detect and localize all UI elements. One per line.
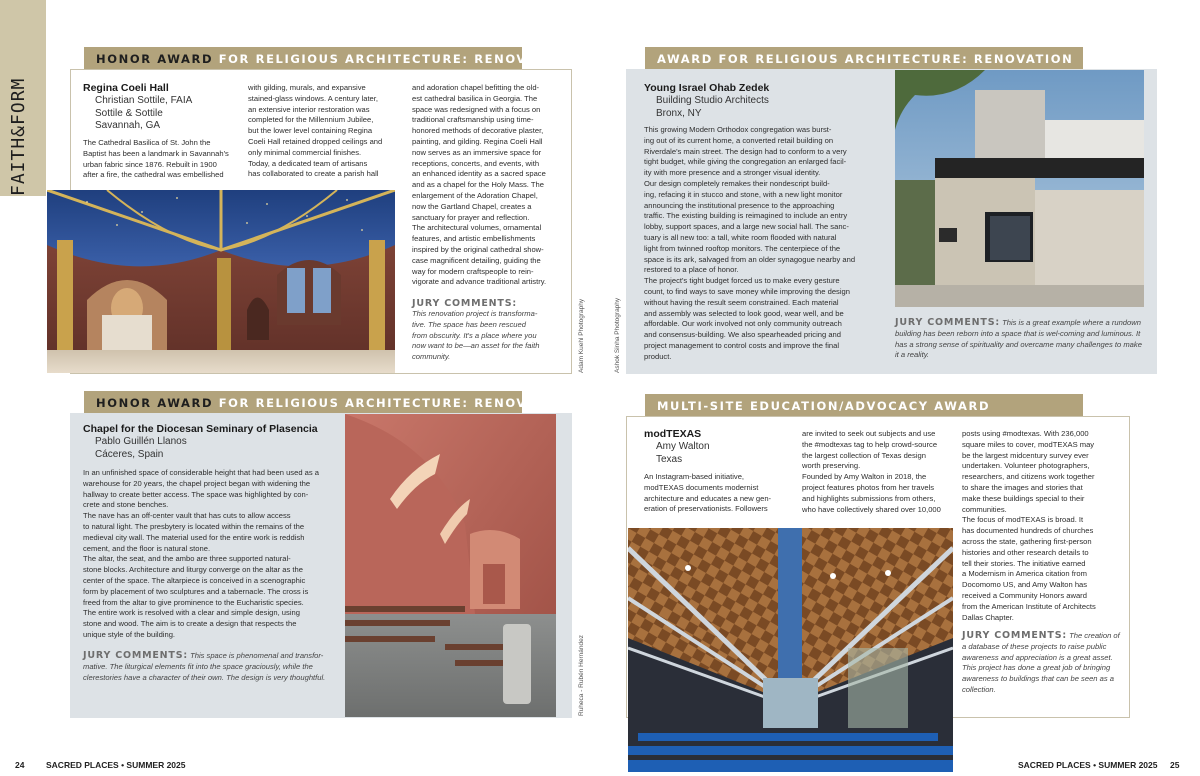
project-architect: Pablo Guillén Llanos [95,436,187,447]
magazine-logo-text: FAITH&FORM [8,77,29,196]
photo-credit-regina-coeli: Adam Kuehl Photography [578,298,585,373]
project-location: Bronx, NY [656,107,702,119]
jury-comments [412,298,570,363]
project-title: Young Israel Ohab Zedek [644,82,770,94]
article-text-col1: The Cathedral Basilica of St. John the Baptist has been a landmark in Savannah's urban fabric since 1876. Rebuilt in 1900 after a fire, the cathedral was embellished [83,138,229,180]
article-text-col3: posts using #modtexas. With 236,000 square miles to cover, modTEXAS may be the largest midcentury survey ever undertaken. Volunteer photographers, researchers, and citizens work together to share the images and stories that make these buildings special to their communities. The focus of modTEXAS is broad. It has documented hundreds of churches across the state, gathering first-person histories and other research details to tell their stories. The initiative earned a Modernism in America citation from Docomomo US, and Amy Walton has received a Community Honors award from the American Institute of Architects Dallas Chapter. [962,429,1096,622]
article-text-col3: and adoration chapel befitting the old- est cathedral basilica in Georgia. The space was redesigned with a focus on traditional craftsmanship using time- honored methods of decorative plaster, painting, and gilding. Regina Coeli Hall now serves as an immersive space for receptions, concerts, and events, with an enhanced identity as a sacred space and as a chapel for the Holy Mass. The enlargement of the Adoration Chapel, now the Gartland Chapel, creates a sanctuary for prayer and reflection. The architectural volumes, ornamental features, and artistic embellishments inspired by the original cathedral show- case magnificent detailing, guiding the way for modern craftspeople to rein- vigorate and advance traditional artistry. [412,83,547,287]
project-title: Regina Coeli Hall [83,82,169,94]
jury-heading: JURY COMMENTS: [412,298,517,309]
article-text-col2: are invited to seek out subjects and use the #modtexas tag to help crowd-source the largest collection of Texas design worth preserving. Founded by Amy Walton in 2018, the project features photos from her travels and highlights submissions from others, who have collectively shared over 10,000 [802,429,941,514]
jury-comments [895,318,1145,361]
jury-heading: JURY COMMENTS: [83,650,188,661]
project-firm: Sottile & Sottile [95,107,163,119]
project-header [83,82,243,133]
project-location: Texas [656,453,683,465]
project-location: Savannah, GA [95,120,161,131]
jury-text: This space is phenomenal and transfor-mative. The liturgical elements fit into the space graciously, while the clerestories have a character of their own. The design is very thoughtful. [83,651,326,682]
award-banner-plasencia: HONOR AWARD FOR RELIGIOUS ARCHITECTURE: RENOVATION [84,391,522,415]
jury-comments [962,631,1122,696]
page-number-left: 24 [15,760,25,770]
project-header [83,423,343,461]
award-banner-young-israel: AWARD FOR RELIGIOUS ARCHITECTURE: RENOVATION [645,47,1083,71]
project-location: Cáceres, Spain [95,448,164,460]
page-number-right: 25 [1170,760,1180,770]
award-banner-modtexas: MULTI-SITE EDUCATION/ADVOCACY AWARD [645,394,1083,418]
photo-plasencia-chapel [345,414,556,717]
jury-text: This renovation project is transforma- tive. The space has been rescued from obscurity. It's a place where you now want to be—an asset for the faith community. [412,309,540,362]
project-header [644,428,794,466]
jury-comments [83,651,341,683]
jury-heading: JURY COMMENTS: [895,317,1000,328]
photo-regina-coeli-chapel [47,190,395,373]
article-text: This growing Modern Orthodox congregation was burst- ing out of its current home, a converted retail building on Riverdale's main street. The design had to conform to a very tight budget, while giving the congregation an enlarged facil- ity with more presence and a stronger visual identity. Our design completely remakes their nondescript build- ing, refacing it in stucco and stone, with a new light monitor announcing the institutional presence to the approaching traffic. The existing building is reimagined to include an entry lobby, support spaces, and a large new social hall. The sanc- tuary is all new too: a tall, white room flooded with natural light from twinned rooftop monitors. The centerpiece of the space is its ark, salvaged from an older synagogue nearby and restored to a place of honor. The project's tight budget forced us to make every gesture count, to find ways to save money while improving the design without having the result seem constrained. Each material and assembly was selected to look good, wear well, and be affordable. Our work involved not only community outreach and consensus-building. We also spearheaded pricing and project management to control costs and improve the final product. [644,125,856,361]
photo-modtexas-church [628,528,953,772]
project-architect: Christian Sottile, FAIA [95,95,193,106]
jury-heading: JURY COMMENTS: [962,630,1067,641]
article-text-col2: with gilding, murals, and expansive stained-glass windows. A century later, an extensive interior restoration was completed for the Millennium Jubilee, but the lower level containing Regina Coeli Hall retained dropped ceilings and only minimal commercial finishes. Today, a dedicated team of artisans has collaborated to create a parish hall [248,83,383,179]
award-banner-regina-coeli: HONOR AWARD FOR RELIGIOUS ARCHITECTURE: RENOVATION [84,47,522,71]
photo-young-israel-exterior [895,70,1144,307]
article-text: In an unfinished space of considerable height that had been used as a warehouse for 20 years, the chapel project began with widening the hallway to create better access. The space was highlighted by con- crete and stone benches. The nave has an off-center vault that has cuts to allow access to natural light. The presbytery is located within the remains of the medieval city wall. The material used for the entire work is reddish cement, and the floor is natural stone. The altar, the seat, and the ambo are three supported natural- stone blocks. Architecture and liturgy converge on the altar as the center of the space. The altarpiece is conceived in a scenographic form by placement of two sculptures and a tabernacle. The cross is freed from the altar to give prominence to the Eucharistic species. The entire work is resolved with a clear and simple design, using stone and wood. The aim is to create a design that respects the unique style of the building. [83,468,320,639]
project-title: modTEXAS [644,428,702,440]
jury-text: This is a great example where a rundown building has been reborn into a space that is wel-coming and luminous. It has a strong sense of spirituality and overcame many challenges to make it a reality. [895,318,1142,360]
jury-text: The creation of a database of these projects to raise public awareness and appreciation is a great asset. This project has done a great job of bringing awareness to buildings that can be seen as a collection. [962,631,1120,694]
footer-left: SACRED PLACES • SUMMER 2025 [46,760,186,770]
article-text-col1: An Instagram-based initiative, modTEXAS documents modernist architecture and educates a new gen- eration of preservationists. Followers [644,472,772,514]
photo-credit-plasencia: Ruheca - Rubén Hernández [578,635,585,716]
project-firm: Building Studio Architects [656,95,769,106]
project-title: Chapel for the Diocesan Seminary of Plasencia [83,423,318,435]
project-author: Amy Walton [656,441,710,452]
footer-right: SACRED PLACES • SUMMER 2025 [1018,760,1158,770]
photo-credit-young-israel: Ashok Sinha Photography [614,297,621,373]
project-header [644,82,884,120]
